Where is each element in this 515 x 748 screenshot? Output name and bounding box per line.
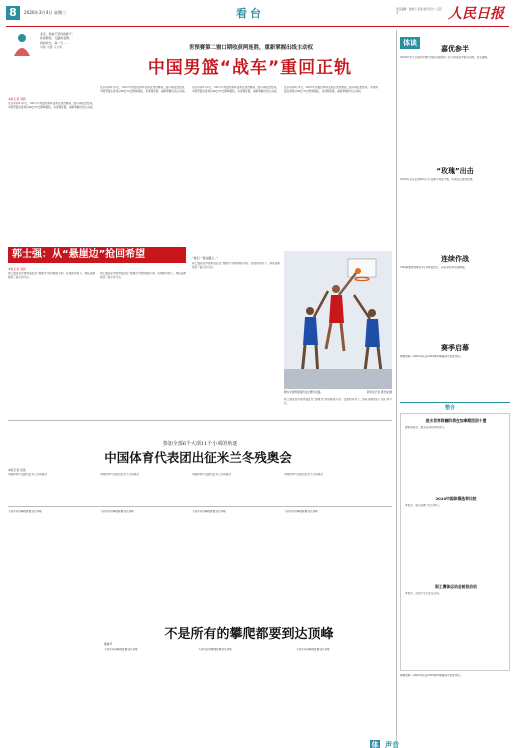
right-item-title-3: 连续作战 xyxy=(441,255,469,263)
notices-header-label: 整合 xyxy=(442,404,458,411)
story4-byline: 郝晓平 xyxy=(104,642,113,646)
story4-text-col2: 不是所有的攀爬都要到达顶峰 xyxy=(100,510,134,513)
story2-byline: 本报记者 刘硕 xyxy=(8,267,26,271)
poem-line: 北京，我看不见你的影子； xyxy=(40,32,75,36)
story4-text-col5: 不是所有的攀爬都要到达顶峰 xyxy=(104,648,138,651)
notice-title-3: 职工赛体运动会前段启动 xyxy=(435,584,477,589)
top-story-kicker: 世预赛第二窗口期收获两连胜，重新掌握出线主动权 xyxy=(189,45,313,51)
masthead-rule xyxy=(6,26,509,27)
top-story-byline: 本报记者 刘硕 xyxy=(8,97,26,101)
photo-caption xyxy=(284,391,392,395)
notice-text-3: 本报讯，活动于近日在京启动。 xyxy=(405,592,442,595)
date-line: 2026年3月4日 星期三 xyxy=(24,10,67,15)
photo-credit: 新华社记者 贾浩成 摄 xyxy=(367,391,392,394)
right-item-text-4: 梅赛德斯—AMG车队在2026赛季揭幕战中表现出色。 xyxy=(400,355,463,358)
story4-text-col3: 不是所有的攀爬都要到达顶峰 xyxy=(192,510,226,513)
poem-line: 我的快乐，每一天…… xyxy=(40,40,69,45)
story2-quote: “我们一直在路上。” xyxy=(192,256,218,260)
top-story-text-col4: 北京时间3月2日，2027年男篮世界杯亚洲区预选赛第二窗口期在此结束。中国男篮在客场以86比70击败韩国队，实现两连胜，重新掌握出线主动权。 xyxy=(284,86,378,94)
right-column-badge xyxy=(400,30,440,47)
editor-info: 责任编辑：施晓兰 李昊 版式设计：汪哲平 xyxy=(396,8,442,15)
right-item-text-2: 2026年女足亚洲杯3月1日在澳大利亚开赛，中国女足首战告捷。 xyxy=(400,178,475,181)
right-column-badge-text: 体谈 xyxy=(400,37,420,49)
decorative-figure-icon xyxy=(8,30,36,58)
top-story-text-col1: 北京时间3月2日，2027年男篮世界杯亚洲区预选赛第二窗口期在此结束。中国男篮在客场以86比70击败韩国队，实现两连胜，重新掌握出线主动权。 xyxy=(8,102,95,110)
poem-author: 刘静 朱鹏 马文峰 xyxy=(40,45,63,50)
masthead xyxy=(0,0,515,27)
basketball-photo xyxy=(284,251,392,389)
story2-headline: 郭士强：从“悬崖边”抢回希望 xyxy=(8,247,186,263)
notices-box xyxy=(400,413,510,671)
notice-text-2: 本报讯，相关比赛于近日举行。 xyxy=(405,504,442,507)
story3-text-col1: 中国体育代表团出征米兰冬残奥会 xyxy=(8,473,47,476)
right-item-title-1: 嘉优参半 xyxy=(441,45,469,53)
photo-caption-text: 图为中国男篮球员在比赛中扣篮。 xyxy=(284,391,323,394)
basketball-scene-icon xyxy=(284,251,392,389)
bottom-tag xyxy=(370,732,400,748)
section-divider xyxy=(8,420,392,421)
right-item-title-4: 赛季启幕 xyxy=(441,344,469,352)
story3-text-col3: 中国体育代表团出征米兰冬残奥会 xyxy=(192,473,231,476)
page-number: 8 xyxy=(6,6,20,20)
section-divider-2 xyxy=(8,506,392,507)
story2-text-col2: 郭士强是在中国男篮处在“悬崖边”的时候接手的。在他的带领下，球队逐渐找回了信心和斗志。 xyxy=(100,272,186,280)
right-bottom-text: 梅赛德斯—AMG车队在2026赛季揭幕战中表现出色。 xyxy=(400,674,463,677)
newspaper-logo: 人民日报 xyxy=(448,6,504,22)
story3-text-col4: 中国体育代表团出征米兰冬残奥会 xyxy=(284,473,323,476)
story2-text-col1: 郭士强是在中国男篮处在“悬崖边”的时候接手的。在他的带领下，球队逐渐找回了信心和斗志。 xyxy=(8,272,95,280)
top-story-headline: 中国男篮“战车”重回正轨 xyxy=(147,58,353,78)
story4-text-col4: 不是所有的攀爬都要到达顶峰 xyxy=(284,510,318,513)
sidebar-poem xyxy=(40,32,94,50)
story4-text-col6: 不是所有的攀爬都要到达顶峰 xyxy=(198,648,232,651)
story4-text-col7: 不是所有的攀爬都要到达顶峰 xyxy=(296,648,330,651)
story3-byline: 本报记者 吴昊 xyxy=(8,468,26,472)
story3-text-col2: 中国体育代表团出征米兰冬残奥会 xyxy=(100,473,139,476)
poem-line: 你说教你，行路的表情； xyxy=(40,36,72,41)
notice-text-1: 据本报消息，相关活动将持续进行。 xyxy=(405,426,447,429)
story2-text-col3: 郭士强是在中国男篮处在“悬崖边”的时候接手的。在他的带领下，球队逐渐找回了信心和斗志。 xyxy=(192,262,280,270)
right-column-border xyxy=(396,30,397,742)
notice-title-2: 2026中国体操选举比较 xyxy=(435,496,477,501)
top-story-text-col3: 北京时间3月2日，2027年男篮世界杯亚洲区预选赛第二窗口期在此结束。中国男篮在客场以86比70击败韩国队，实现两连胜，重新掌握出线主动权。 xyxy=(192,86,279,94)
right-item-text-3: CBA联赛常规赛在3月初恢复进行，各队将迎来密集赛程。 xyxy=(400,266,468,269)
left-sidebar-art xyxy=(8,30,36,58)
right-item-text-1: 2026年米兰冬奥会中国代表团表现如何？在不同项目中都有突破，也有遗憾。 xyxy=(400,56,490,59)
notices-header xyxy=(400,402,510,412)
story4-text-col1: 不是所有的攀爬都要到达顶峰 xyxy=(8,510,42,513)
story3-kicker: 参加全部6个大项11个小项的角逐 xyxy=(162,441,238,447)
notice-title-1: 迷水世界将翻阶将在加拿期回回十壹 xyxy=(425,418,487,423)
bottom-tag-badge: 体 xyxy=(371,741,379,748)
story4-headline: 不是所有的攀爬都要到达顶峰 xyxy=(164,627,334,642)
story3-headline: 中国体育代表团出征米兰冬残奥会 xyxy=(104,450,292,465)
section-title: 看台 xyxy=(236,7,264,20)
story2-text-col4: 郭士强是在中国男篮处在“悬崖边”的时候接手的。在他的带领下，球队逐渐找回了信心和斗志。 xyxy=(284,398,392,406)
right-item-title-2: “玫瑰”出击 xyxy=(436,167,474,175)
top-story-text-col2: 北京时间3月2日，2027年男篮世界杯亚洲区预选赛第二窗口期在此结束。中国男篮在客场以86比70击败韩国队，实现两连胜，重新掌握出线主动权。 xyxy=(100,86,187,94)
bottom-tag-label: 声音 xyxy=(385,741,400,748)
